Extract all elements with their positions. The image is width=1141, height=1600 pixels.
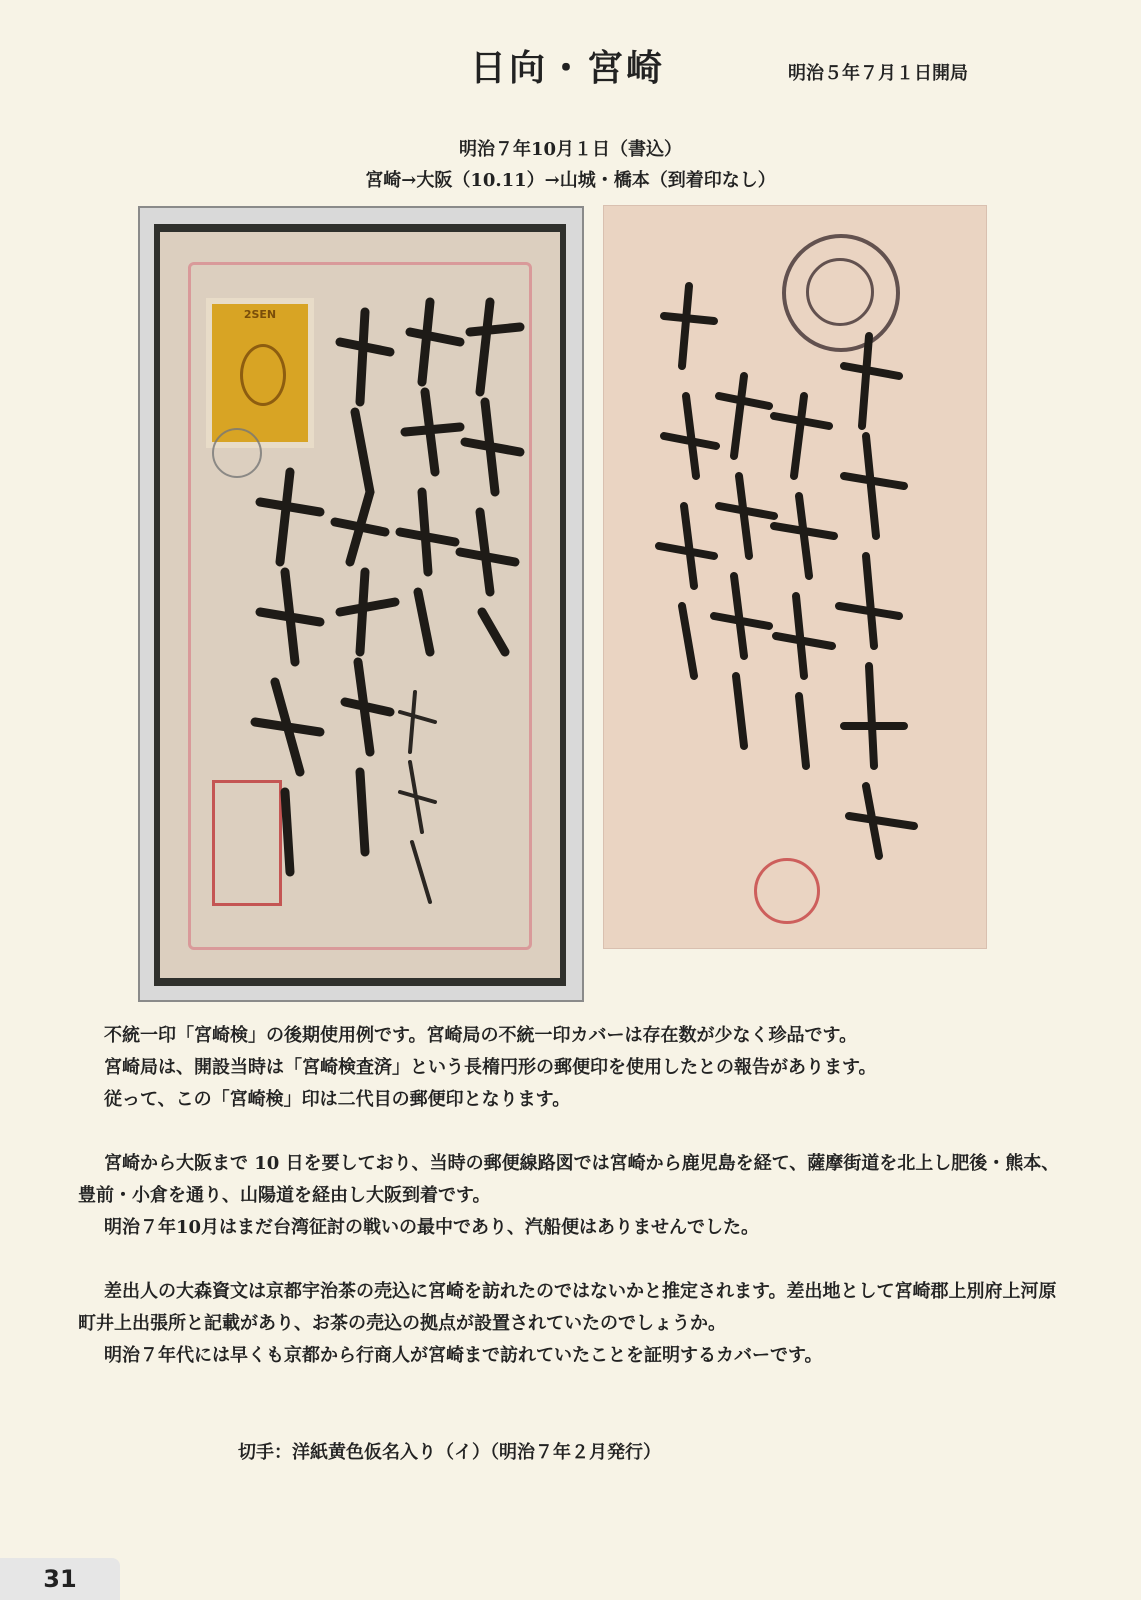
description-paragraph-1	[78, 1020, 1064, 1116]
text-line: 宮崎から大阪まで 10 日を要しており、当時の郵便線路図では宮崎から鹿児島を経て、薩摩街道を北上し肥後・熊本、豊前・小倉を通り、山陽道を経由し大阪到着です。	[78, 1153, 1060, 1206]
cover-back-image	[604, 206, 986, 948]
text-line: 明治７年10月はまだ台湾征討の戦いの最中であり、汽船便はありませんでした。	[104, 1217, 760, 1238]
description-paragraph-3	[78, 1276, 1064, 1372]
cover-date-caption: 明治７年10月１日（書込）	[458, 139, 683, 160]
page-number: 31	[0, 1558, 120, 1600]
stamp-denomination: 2SEN	[243, 308, 277, 321]
cover-front-image	[138, 206, 584, 1002]
text-line: 不統一印「宮崎検」の後期使用例です。宮崎局の不統一印カバーは存在数が少なく珍品です。	[104, 1025, 858, 1046]
route-caption: 宮崎→大阪（10.11）→山城・橋本（到着印なし）	[365, 170, 776, 191]
description-paragraph-2	[78, 1148, 1064, 1244]
cover-front-frame	[154, 224, 566, 986]
text-line: 宮崎局は、開設当時は「宮崎検査済」という長楕円形の郵便印を使用したとの報告があります。	[104, 1057, 877, 1078]
stamp-description: 切手：洋紙黄色仮名入り（イ）（明治７年２月発行）	[238, 1442, 661, 1463]
text-line: 差出人の大森資文は京都宇治茶の売込に宮崎を訪れたのではないかと推定されます。差出地として宮崎郡上別府上河原町井上出張所と記載があり、お茶の売込の拠点が設置されていたのでしょうか。	[78, 1281, 1057, 1334]
text-line: 従って、この「宮崎検」印は二代目の郵便印となります。	[104, 1089, 571, 1110]
office-opening-date: 明治５年７月１日開局	[788, 63, 968, 84]
page-title: 日向・宮崎	[470, 47, 666, 89]
cover-front-paper	[160, 232, 560, 978]
handwriting-front	[160, 232, 560, 978]
text-line: 明治７年代には早くも京都から行商人が宮崎まで訪れていたことを証明するカバーです。	[104, 1345, 823, 1366]
handwriting-back	[604, 206, 986, 948]
